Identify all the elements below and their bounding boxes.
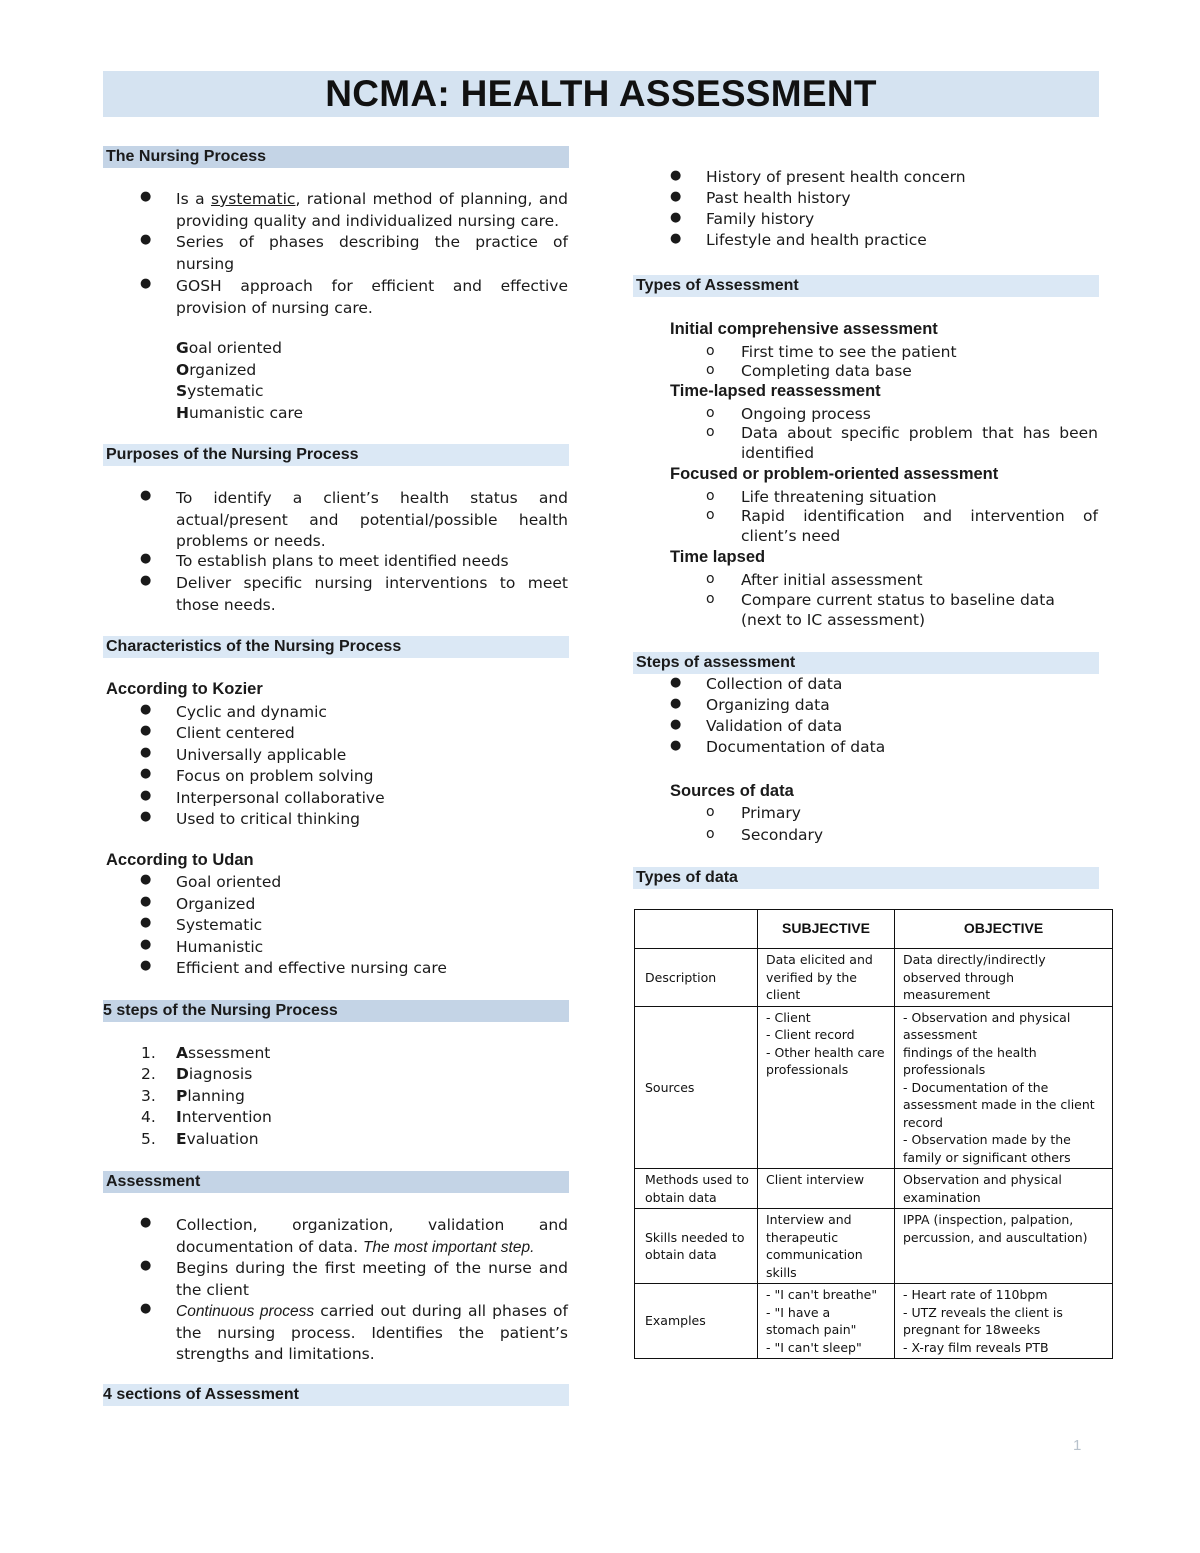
types-of-data-table xyxy=(634,909,1113,1359)
section-header-types-of-assessment: Types of Assessment xyxy=(633,275,1099,297)
circle-bullet-icon: o xyxy=(706,507,715,523)
bullet-icon: ● xyxy=(670,696,682,711)
bullet-icon: ● xyxy=(140,745,152,760)
table-row xyxy=(635,949,1113,1007)
circle-bullet-icon: o xyxy=(706,405,715,421)
bullet-icon: ● xyxy=(670,717,682,732)
bullet-icon: ● xyxy=(140,189,152,204)
table-row xyxy=(635,1169,1113,1209)
circle-bullet-icon: o xyxy=(706,591,715,607)
gosh-item: Systematic xyxy=(176,382,264,400)
section-header-steps-of-assessment: Steps of assessment xyxy=(633,652,1099,674)
bullet-icon: ● xyxy=(670,738,682,753)
bullet-icon: ● xyxy=(140,1258,152,1273)
sources-heading: Sources of data xyxy=(670,782,794,800)
gosh-item: Organized xyxy=(176,360,257,379)
assessment-type-title: Focused or problem-oriented assessment xyxy=(670,465,999,483)
bullet-icon: ● xyxy=(140,894,152,909)
bullet-icon: ● xyxy=(140,1301,152,1316)
section-header-characteristics: Characteristics of the Nursing Process xyxy=(103,636,569,658)
objective-cell: Data directly/indirectly observed through measurement xyxy=(895,949,1113,1007)
circle-bullet-icon: o xyxy=(706,571,715,587)
assessment-type-title: Time lapsed xyxy=(670,548,766,566)
row-label: Methods used to obtain data xyxy=(635,1169,758,1209)
row-label: Description xyxy=(635,949,758,1007)
gosh-item: Humanistic care xyxy=(176,403,304,422)
objective-cell: - Heart rate of 110bpm - UTZ reveals the client is pregnant for 18weeks - X-ray film reveals PTB xyxy=(895,1284,1113,1359)
section-header-five-steps: 5 steps of the Nursing Process xyxy=(103,1000,569,1022)
page-number: 1 xyxy=(1073,1437,1082,1454)
assessment-type-title: Time-lapsed reassessment xyxy=(670,382,881,400)
row-label: Sources xyxy=(635,1006,758,1169)
objective-cell: IPPA (inspection, palpation, percussion, and auscultation) xyxy=(895,1209,1113,1284)
bullet-icon: ● xyxy=(140,809,152,824)
bullet-icon: ● xyxy=(140,937,152,952)
gosh-item: Goal oriented xyxy=(176,339,282,357)
subjective-cell: Client interview xyxy=(758,1169,895,1209)
bullet-icon: ● xyxy=(140,573,152,588)
table-row xyxy=(635,1284,1113,1359)
section-header-four-sections: 4 sections of Assessment xyxy=(103,1384,569,1406)
bullet-icon: ● xyxy=(670,189,682,204)
objective-cell: - Observation and physical assessment findings of the health professionals - Documentation of the assessment made in the client record - Observation made by the family or significant others xyxy=(895,1006,1113,1169)
gosh-list xyxy=(176,338,303,424)
column-header xyxy=(635,910,758,949)
section-header-assessment: Assessment xyxy=(103,1171,569,1193)
subjective-cell: - "I can't breathe" - "I have a stomach pain" - "I can't sleep" xyxy=(758,1284,895,1359)
row-label: Examples xyxy=(635,1284,758,1359)
bullet-icon: ● xyxy=(670,675,682,690)
subjective-cell: Data elicited and verified by the client xyxy=(758,949,895,1007)
bullet-icon: ● xyxy=(140,551,152,566)
bullet-icon: ● xyxy=(140,232,152,247)
bullet-icon: ● xyxy=(140,488,152,503)
column-header: OBJECTIVE xyxy=(895,910,1113,949)
subjective-cell: - Client - Client record - Other health care professionals xyxy=(758,1006,895,1169)
systematic-term: systematic xyxy=(211,190,296,208)
page-title: NCMA: HEALTH ASSESSMENT xyxy=(325,73,877,114)
circle-bullet-icon: o xyxy=(706,424,715,440)
bullet-icon: ● xyxy=(140,1215,152,1230)
section-header-nursing-process: The Nursing Process xyxy=(103,146,569,168)
udan-heading: According to Udan xyxy=(106,851,254,869)
objective-cell: Observation and physical examination xyxy=(895,1169,1113,1209)
circle-bullet-icon: o xyxy=(706,362,715,378)
bullet-icon: ● xyxy=(670,168,682,183)
bullet-icon: ● xyxy=(140,276,152,291)
bullet-icon: ● xyxy=(670,231,682,246)
bullet-icon: ● xyxy=(140,702,152,717)
column-header: SUBJECTIVE xyxy=(758,910,895,949)
title-banner xyxy=(103,71,1099,117)
circle-bullet-icon: o xyxy=(706,826,715,842)
bullet-icon: ● xyxy=(140,915,152,930)
table-header-row xyxy=(635,910,1113,949)
row-label: Skills needed to obtain data xyxy=(635,1209,758,1284)
subjective-cell: Interview and therapeutic communication skills xyxy=(758,1209,895,1284)
bullet-icon: ● xyxy=(140,766,152,781)
bullet-icon: ● xyxy=(140,788,152,803)
section-header-purposes: Purposes of the Nursing Process xyxy=(103,444,569,466)
table-row xyxy=(635,1209,1113,1284)
circle-bullet-icon: o xyxy=(706,488,715,504)
bullet-icon: ● xyxy=(670,210,682,225)
bullet-icon: ● xyxy=(140,958,152,973)
kozier-heading: According to Kozier xyxy=(106,680,263,698)
section-header-types-of-data: Types of data xyxy=(633,867,1099,889)
table-row xyxy=(635,1006,1113,1169)
bullet-icon: ● xyxy=(140,872,152,887)
circle-bullet-icon: o xyxy=(706,804,715,820)
circle-bullet-icon: o xyxy=(706,343,715,359)
assessment-type-title: Initial comprehensive assessment xyxy=(670,320,938,338)
bullet-icon: ● xyxy=(140,723,152,738)
